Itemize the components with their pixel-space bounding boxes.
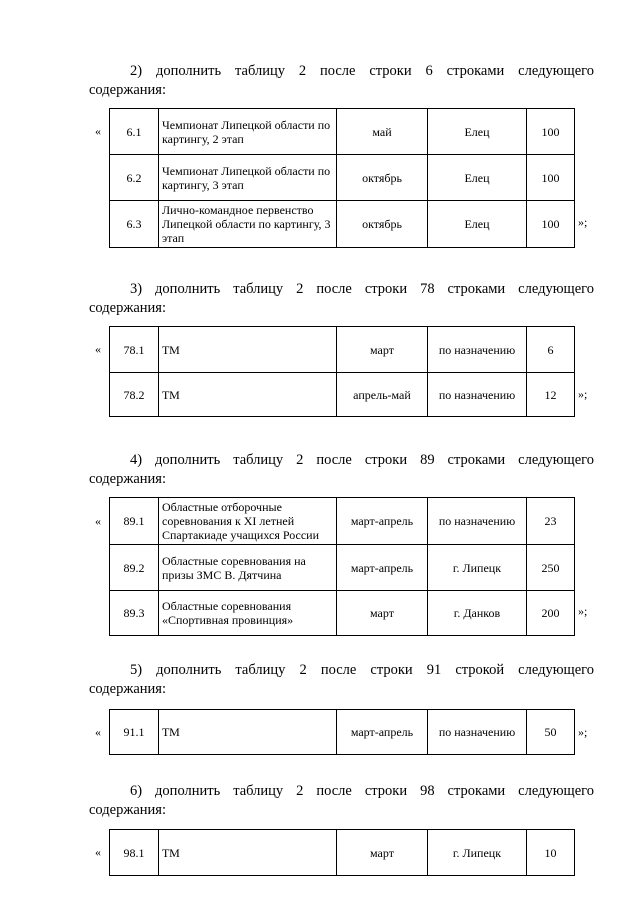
row-number: 6.1 (110, 109, 159, 155)
open-quote: « (95, 725, 101, 739)
participant-count: 200 (527, 591, 575, 636)
amendment-table-2 (109, 108, 575, 248)
table-row (110, 155, 575, 201)
event-place: Елец (428, 201, 527, 248)
participant-count: 6 (527, 327, 575, 373)
open-quote: « (95, 845, 101, 859)
paragraph-line-2: содержания: (89, 471, 167, 487)
event-date: октябрь (337, 155, 428, 201)
paragraph-line-1: 5) дополнить таблицу 2 после строки 91 строкой следующего (130, 662, 594, 678)
event-place: по назначению (428, 373, 527, 417)
event-name: Лично-командное первенство Липецкой области по картингу, 3 этап (159, 201, 337, 248)
table-row (110, 545, 575, 591)
event-date: март (337, 591, 428, 636)
event-place: Елец (428, 155, 527, 201)
event-date: март-апрель (337, 710, 428, 755)
participant-count: 100 (527, 155, 575, 201)
table-row (110, 591, 575, 636)
open-quote: « (95, 514, 101, 528)
event-date: март-апрель (337, 498, 428, 545)
paragraph-line-2: содержания: (89, 802, 167, 818)
event-name: ТМ (159, 830, 337, 876)
event-name: ТМ (159, 327, 337, 373)
event-date: март (337, 327, 428, 373)
paragraph-line-2: содержания: (89, 82, 167, 98)
event-name: ТМ (159, 373, 337, 417)
event-date: март-апрель (337, 545, 428, 591)
table-row (110, 830, 575, 876)
participant-count: 250 (527, 545, 575, 591)
event-name: Чемпионат Липецкой области по картингу, 3 этап (159, 155, 337, 201)
amendment-paragraph-4 (89, 451, 594, 489)
event-name: Областные отборочные соревнования к XI летней Спартакиаде учащихся России (159, 498, 337, 545)
paragraph-line-2: содержания: (89, 681, 167, 697)
participant-count: 12 (527, 373, 575, 417)
open-quote: « (95, 124, 101, 138)
event-place: по назначению (428, 327, 527, 373)
row-number: 78.2 (110, 373, 159, 417)
row-number: 78.1 (110, 327, 159, 373)
paragraph-line-1: 3) дополнить таблицу 2 после строки 78 строками следующего (130, 281, 594, 297)
row-number: 89.3 (110, 591, 159, 636)
row-number: 6.3 (110, 201, 159, 248)
event-name: Чемпионат Липецкой области по картингу, 2 этап (159, 109, 337, 155)
event-place: Елец (428, 109, 527, 155)
table-row (110, 109, 575, 155)
event-date: март (337, 830, 428, 876)
event-name: ТМ (159, 710, 337, 755)
table-row (110, 327, 575, 373)
event-name: Областные соревнования на призы ЗМС В. Дятчина (159, 545, 337, 591)
participant-count: 23 (527, 498, 575, 545)
close-quote: »; (578, 725, 588, 739)
event-place: по назначению (428, 710, 527, 755)
participant-count: 100 (527, 109, 575, 155)
open-quote: « (95, 342, 101, 356)
row-number: 98.1 (110, 830, 159, 876)
paragraph-line-1: 2) дополнить таблицу 2 после строки 6 строками следующего (130, 63, 594, 79)
table-row (110, 710, 575, 755)
event-name: Областные соревнования «Спортивная провинция» (159, 591, 337, 636)
paragraph-line-2: содержания: (89, 300, 167, 316)
amendment-table-6 (109, 829, 575, 876)
amendment-table-3 (109, 326, 575, 417)
participant-count: 10 (527, 830, 575, 876)
row-number: 89.1 (110, 498, 159, 545)
event-date: май (337, 109, 428, 155)
row-number: 91.1 (110, 710, 159, 755)
paragraph-line-1: 6) дополнить таблицу 2 после строки 98 строками следующего (130, 783, 594, 799)
amendment-paragraph-3 (89, 280, 594, 318)
table-row (110, 498, 575, 545)
event-place: г. Липецк (428, 545, 527, 591)
row-number: 6.2 (110, 155, 159, 201)
amendment-paragraph-5 (89, 661, 594, 699)
event-date: апрель-май (337, 373, 428, 417)
close-quote: »; (578, 215, 588, 229)
amendment-paragraph-2 (89, 62, 594, 100)
close-quote: »; (578, 604, 588, 618)
participant-count: 100 (527, 201, 575, 248)
event-date: октябрь (337, 201, 428, 248)
table-row (110, 373, 575, 417)
participant-count: 50 (527, 710, 575, 755)
event-place: г. Липецк (428, 830, 527, 876)
amendment-table-5 (109, 709, 575, 755)
amendment-table-4 (109, 497, 575, 636)
event-place: г. Данков (428, 591, 527, 636)
close-quote: »; (578, 387, 588, 401)
paragraph-line-1: 4) дополнить таблицу 2 после строки 89 строками следующего (130, 452, 594, 468)
table-row (110, 201, 575, 248)
event-place: по назначению (428, 498, 527, 545)
amendment-paragraph-6 (89, 782, 594, 820)
row-number: 89.2 (110, 545, 159, 591)
